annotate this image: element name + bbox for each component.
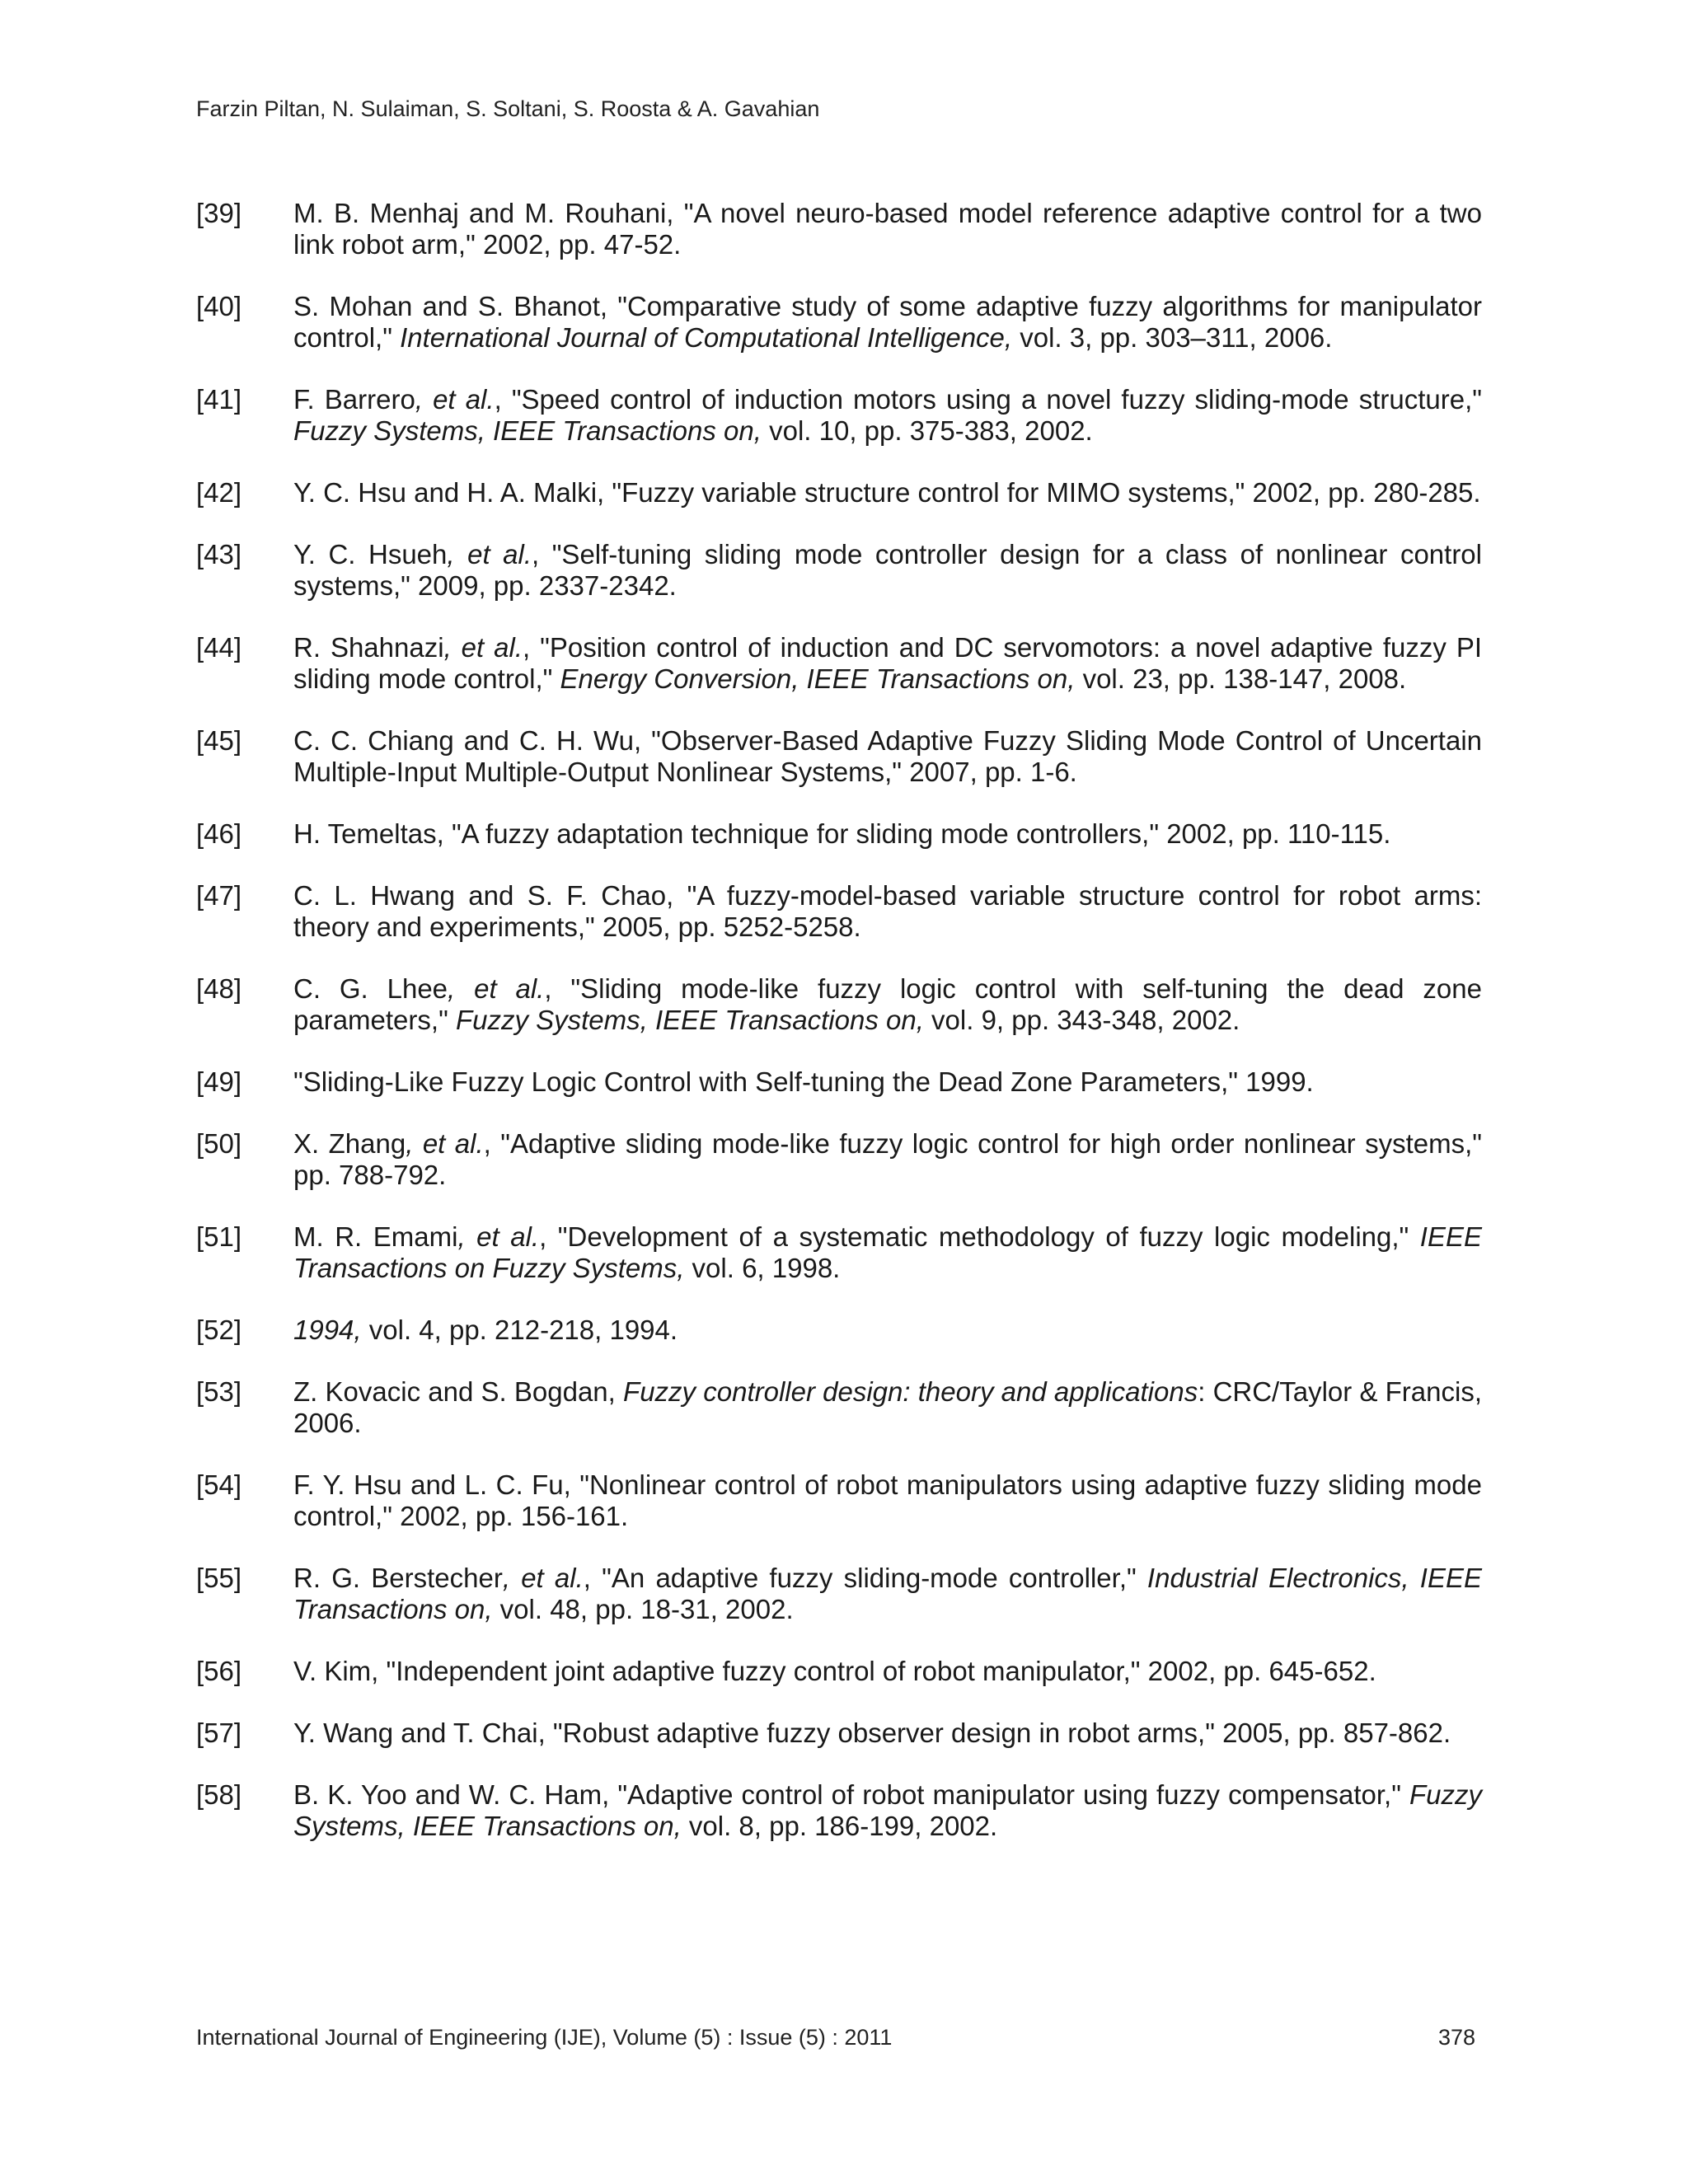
reference-number: [39] <box>196 198 242 228</box>
reference-item <box>196 477 1482 509</box>
reference-number: [51] <box>196 1221 242 1252</box>
reference-item <box>196 1718 1482 1749</box>
reference-italic-segment: , et al. <box>443 632 523 663</box>
reference-text-segment: , "Sliding mode-like fuzzy logic control with self-tuning the dead zone parameters," <box>293 973 1482 1035</box>
reference-text-segment: F. Y. Hsu and L. C. Fu, "Nonlinear control of robot manipulators using adaptive fuzzy sliding mode control," 2002, pp. 156-161. <box>293 1469 1482 1531</box>
running-header-authors: Farzin Piltan, N. Sulaiman, S. Soltani, S. Roosta & A. Gavahian <box>196 96 820 121</box>
reference-text-segment: , "Self-tuning sliding mode controller design for a class of nonlinear control systems," 2009, pp. 2337-2342. <box>293 539 1482 601</box>
reference-item <box>196 1221 1482 1284</box>
reference-italic-segment: , et al. <box>502 1563 584 1593</box>
reference-item <box>196 632 1482 695</box>
reference-text <box>293 1718 1482 1749</box>
reference-item <box>196 818 1482 850</box>
reference-text-segment: S. Mohan and S. Bhanot, "Comparative study of some adaptive fuzzy algorithms for manipulator control," <box>293 291 1482 353</box>
reference-text <box>293 725 1482 788</box>
reference-text-segment: Y. Wang and T. Chai, "Robust adaptive fuzzy observer design in robot arms," 2005, pp. 857-862. <box>293 1718 1451 1748</box>
reference-text-segment: C. C. Chiang and C. H. Wu, "Observer-Based Adaptive Fuzzy Sliding Mode Control of Uncertain Multiple-Input Multiple-Output Nonlinear Systems," 2007, pp. 1-6. <box>293 725 1482 787</box>
reference-italic-segment: , et al. <box>406 1128 484 1159</box>
reference-text <box>293 1779 1482 1842</box>
reference-text <box>293 1469 1482 1532</box>
reference-text-segment: : CRC/Taylor & Francis, 2006. <box>293 1376 1483 1438</box>
reference-italic-segment: Fuzzy controller design: theory and applications <box>623 1376 1198 1407</box>
reference-text-segment: , "Development of a systematic methodology of fuzzy logic modeling," <box>539 1221 1420 1252</box>
reference-text-segment: vol. 9, pp. 343-348, 2002. <box>923 1005 1240 1035</box>
reference-text-segment: vol. 23, pp. 138-147, 2008. <box>1075 663 1407 694</box>
reference-text-segment: V. Kim, "Independent joint adaptive fuzzy control of robot manipulator," 2002, pp. 645-652. <box>293 1656 1376 1686</box>
reference-text-segment: vol. 48, pp. 18-31, 2002. <box>492 1594 794 1624</box>
reference-text <box>293 1066 1482 1098</box>
reference-text <box>293 1563 1482 1625</box>
reference-italic-segment: Fuzzy Systems, IEEE Transactions on, <box>455 1005 924 1035</box>
reference-italic-segment: IEEE Transactions on Fuzzy Systems, <box>293 1221 1482 1283</box>
reference-text <box>293 539 1482 602</box>
reference-text <box>293 198 1482 260</box>
reference-number: [49] <box>196 1066 242 1097</box>
reference-italic-segment: , et al. <box>447 539 532 569</box>
reference-item <box>196 880 1482 943</box>
reference-item <box>196 1315 1482 1346</box>
reference-item <box>196 291 1482 354</box>
reference-item <box>196 725 1482 788</box>
reference-text <box>293 1315 1482 1346</box>
reference-text-segment: vol. 4, pp. 212-218, 1994. <box>361 1315 678 1345</box>
reference-text <box>293 880 1482 943</box>
reference-item <box>196 1563 1482 1625</box>
reference-italic-segment: , et al. <box>448 973 545 1004</box>
reference-italic-segment: Fuzzy Systems, IEEE Transactions on, <box>293 1779 1482 1841</box>
reference-item <box>196 1128 1482 1191</box>
reference-number: [45] <box>196 725 242 756</box>
reference-item <box>196 973 1482 1036</box>
reference-text-segment: M. R. Emami <box>293 1221 458 1252</box>
reference-number: [46] <box>196 818 242 849</box>
reference-italic-segment: Industrial Electronics, IEEE Transactions on, <box>293 1563 1482 1624</box>
reference-text-segment: R. G. Berstecher <box>293 1563 503 1593</box>
reference-text-segment: C. G. Lhee <box>293 973 448 1004</box>
reference-number: [43] <box>196 539 242 569</box>
reference-text-segment: Y. C. Hsueh <box>293 539 448 569</box>
reference-text-segment: vol. 3, pp. 303–311, 2006. <box>1012 322 1333 353</box>
reference-number: [48] <box>196 973 242 1004</box>
reference-text-segment: , "Speed control of induction motors using a novel fuzzy sliding-mode structure," <box>494 384 1482 415</box>
reference-item <box>196 198 1482 260</box>
reference-text-segment: R. Shahnazi <box>293 632 444 663</box>
reference-text-segment: vol. 6, 1998. <box>684 1253 841 1283</box>
reference-text-segment: , "Position control of induction and DC servomotors: a novel adaptive fuzzy PI sliding mode control," <box>293 632 1482 694</box>
reference-text-segment: M. B. Menhaj and M. Rouhani, "A novel neuro-based model reference adaptive control for a two link robot arm," 2002, pp. 47-52. <box>293 198 1482 260</box>
reference-number: [55] <box>196 1563 242 1593</box>
reference-number: [40] <box>196 291 242 321</box>
reference-item <box>196 1779 1482 1842</box>
reference-number: [50] <box>196 1128 242 1159</box>
reference-item <box>196 1066 1482 1098</box>
reference-number: [47] <box>196 880 242 911</box>
reference-text <box>293 632 1482 695</box>
reference-text-segment: C. L. Hwang and S. F. Chao, "A fuzzy-model-based variable structure control for robot arms: theory and experiments," 2005, pp. 5252-5258. <box>293 880 1482 942</box>
reference-text-segment: "Sliding-Like Fuzzy Logic Control with Self-tuning the Dead Zone Parameters," 1999. <box>293 1066 1314 1097</box>
reference-text <box>293 1128 1482 1191</box>
reference-text-segment: X. Zhang <box>293 1128 406 1159</box>
reference-italic-segment: , et al. <box>415 384 495 415</box>
reference-text-segment: H. Temeltas, "A fuzzy adaptation technique for sliding mode controllers," 2002, pp. 110-115. <box>293 818 1391 849</box>
reference-text <box>293 1376 1482 1439</box>
footer-journal-info: International Journal of Engineering (IJE), Volume (5) : Issue (5) : 2011 <box>196 2025 893 2050</box>
reference-italic-segment: Energy Conversion, IEEE Transactions on, <box>560 663 1076 694</box>
reference-number: [56] <box>196 1656 242 1686</box>
reference-text-segment: vol. 8, pp. 186-199, 2002. <box>681 1811 998 1841</box>
reference-text <box>293 1221 1482 1284</box>
reference-text-segment: B. K. Yoo and W. C. Ham, "Adaptive control of robot manipulator using fuzzy compensator," <box>293 1779 1409 1810</box>
reference-text <box>293 291 1482 354</box>
reference-number: [44] <box>196 632 242 663</box>
reference-list <box>196 198 1482 1872</box>
reference-item <box>196 539 1482 602</box>
reference-italic-segment: , et al. <box>457 1221 540 1252</box>
reference-text-segment: Z. Kovacic and S. Bogdan, <box>293 1376 624 1407</box>
reference-item <box>196 384 1482 447</box>
reference-text-segment: , "Adaptive sliding mode-like fuzzy logic control for high order nonlinear systems," pp. 788-792. <box>293 1128 1482 1190</box>
reference-number: [58] <box>196 1779 242 1810</box>
reference-item <box>196 1376 1482 1439</box>
reference-italic-segment: Fuzzy Systems, IEEE Transactions on, <box>293 415 762 446</box>
reference-italic-segment: International Journal of Computational Intelligence, <box>400 322 1013 353</box>
footer-page-number: 378 <box>1437 2025 1475 2050</box>
reference-text <box>293 818 1482 850</box>
reference-text <box>293 973 1482 1036</box>
reference-number: [41] <box>196 384 242 415</box>
reference-italic-segment: 1994, <box>293 1315 362 1345</box>
reference-text-segment: vol. 10, pp. 375-383, 2002. <box>761 415 1093 446</box>
reference-number: [53] <box>196 1376 242 1407</box>
reference-number: [54] <box>196 1469 242 1500</box>
reference-number: [57] <box>196 1718 242 1748</box>
reference-text <box>293 477 1482 509</box>
reference-number: [42] <box>196 477 242 508</box>
reference-text-segment: Y. C. Hsu and H. A. Malki, "Fuzzy variable structure control for MIMO systems," 2002, pp. 280-285. <box>293 477 1481 508</box>
reference-text <box>293 1656 1482 1687</box>
reference-item <box>196 1469 1482 1532</box>
reference-text-segment: , "An adaptive fuzzy sliding-mode controller," <box>583 1563 1147 1593</box>
reference-text-segment: F. Barrero <box>293 384 415 415</box>
reference-number: [52] <box>196 1315 242 1345</box>
reference-text <box>293 384 1482 447</box>
reference-item <box>196 1656 1482 1687</box>
